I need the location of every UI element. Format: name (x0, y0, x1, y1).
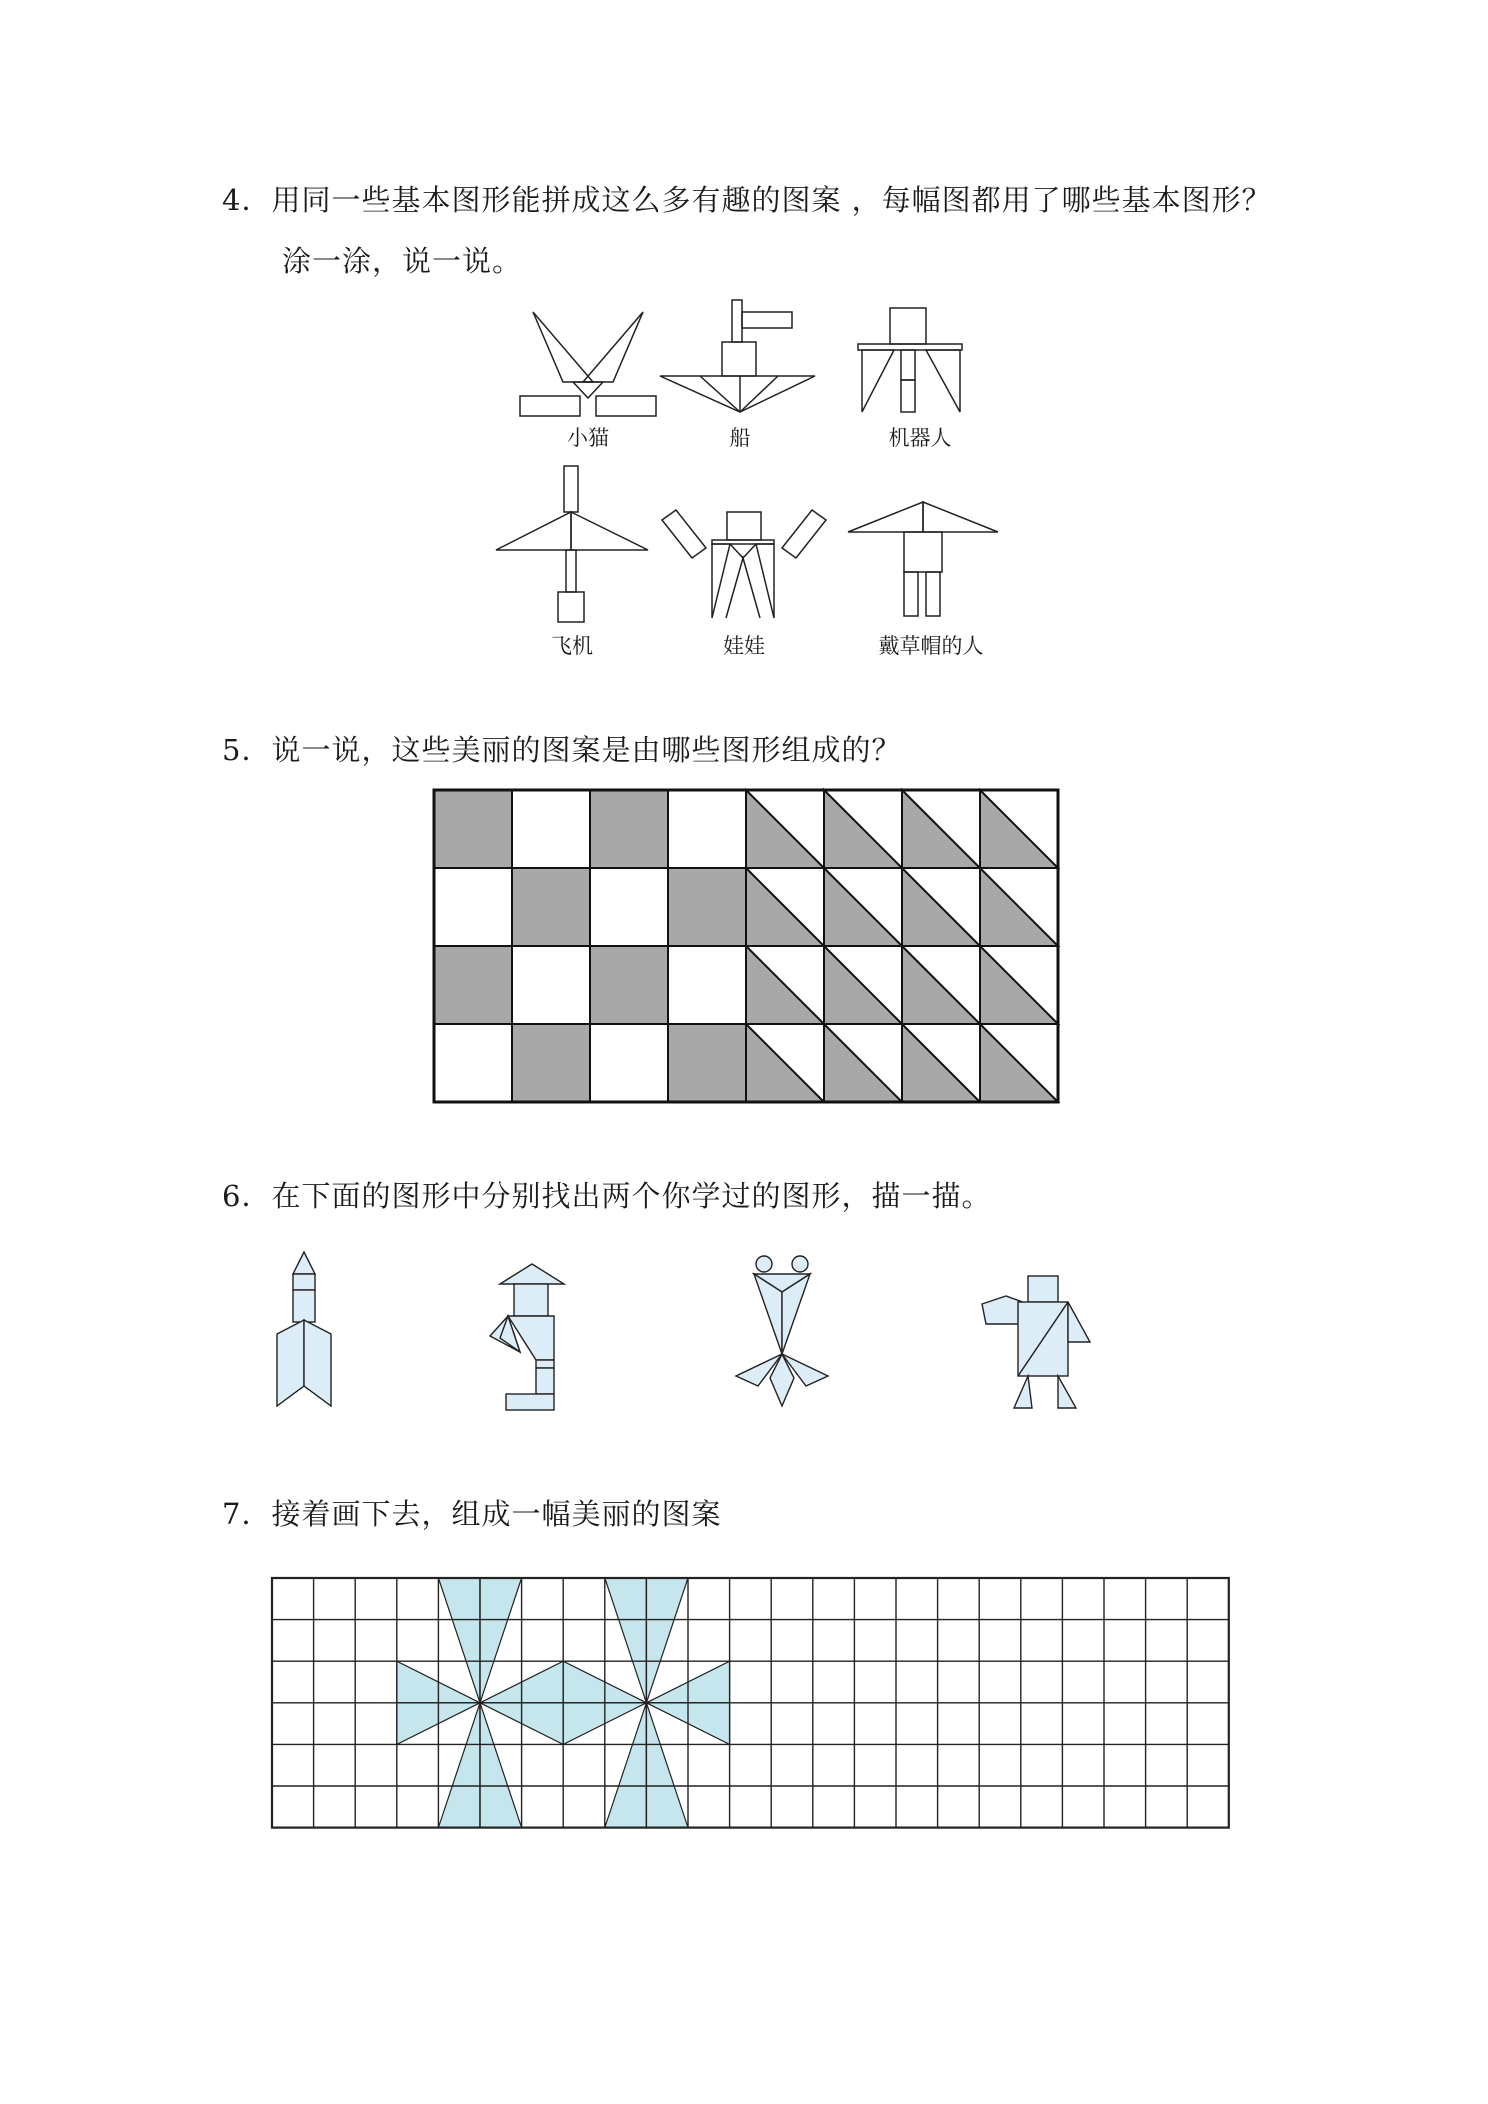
figure-boy-with-hat (484, 1262, 584, 1412)
pinwheel-triangle (480, 1578, 522, 1703)
question-4-subtext: 涂一涂，说一说。 (282, 244, 523, 278)
shaded-square (590, 790, 668, 868)
pinwheel-triangle (438, 1703, 480, 1828)
question-4-title (222, 183, 1272, 217)
question-7-title (222, 1497, 722, 1531)
figure-man-with-straw-hat (846, 500, 1002, 628)
question-4-number: 4． (222, 183, 272, 217)
figure-robot (856, 306, 968, 420)
shaded-square (434, 946, 512, 1024)
question-7-text: 接着画下去，组成一幅美丽的图案 (271, 1497, 722, 1531)
figure-label-man-with-straw-hat: 戴草帽的人 (878, 634, 984, 658)
white-square (668, 946, 746, 1024)
figure-doll (660, 502, 828, 630)
question-6-title (222, 1179, 992, 1213)
shaded-square (590, 946, 668, 1024)
shaded-square (668, 868, 746, 946)
figure-airplane (496, 464, 652, 628)
pinwheel-triangle (480, 1703, 522, 1828)
white-square (590, 1024, 668, 1102)
question-7-number: 7． (222, 1497, 272, 1531)
figure-penguin (980, 1272, 1120, 1412)
question-6-text: 在下面的图形中分别找出两个你学过的图形，描一描。 (271, 1179, 992, 1213)
figure-label-boat: 船 (729, 426, 751, 450)
question-6-number: 6． (222, 1179, 272, 1213)
white-square (512, 790, 590, 868)
pinwheel-triangle (646, 1578, 688, 1703)
figure-label-doll: 娃娃 (723, 634, 765, 658)
pattern-grid (432, 788, 1068, 1106)
figure-cat (518, 310, 658, 422)
question-5-text: 说一说，这些美丽的图案是由哪些图形组成的？ (271, 733, 902, 767)
question-4-text: 用同一些基本图形能拼成这么多有趣的图案 ，每幅图都用了哪些基本图形？ (271, 183, 1272, 217)
shaded-square (668, 1024, 746, 1102)
pinwheel-triangle (438, 1578, 480, 1703)
white-square (668, 790, 746, 868)
drawing-grid (270, 1576, 1234, 1828)
question-5-number: 5． (222, 733, 272, 767)
shaded-square (434, 790, 512, 868)
figure-label-cat: 小猫 (567, 426, 609, 450)
shaded-square (512, 1024, 590, 1102)
figure-label-airplane: 飞机 (551, 634, 593, 658)
white-square (590, 868, 668, 946)
figure-label-robot: 机器人 (888, 426, 952, 450)
figure-goldfish (728, 1250, 838, 1410)
white-square (434, 868, 512, 946)
pinwheel-triangle (605, 1703, 647, 1828)
figure-rocket (272, 1250, 336, 1410)
white-square (512, 946, 590, 1024)
pinwheel-triangle (605, 1578, 647, 1703)
white-square (434, 1024, 512, 1102)
shaded-square (512, 868, 590, 946)
figure-boat (660, 298, 820, 418)
pinwheel-triangle (646, 1703, 688, 1828)
question-5-title (222, 733, 902, 767)
